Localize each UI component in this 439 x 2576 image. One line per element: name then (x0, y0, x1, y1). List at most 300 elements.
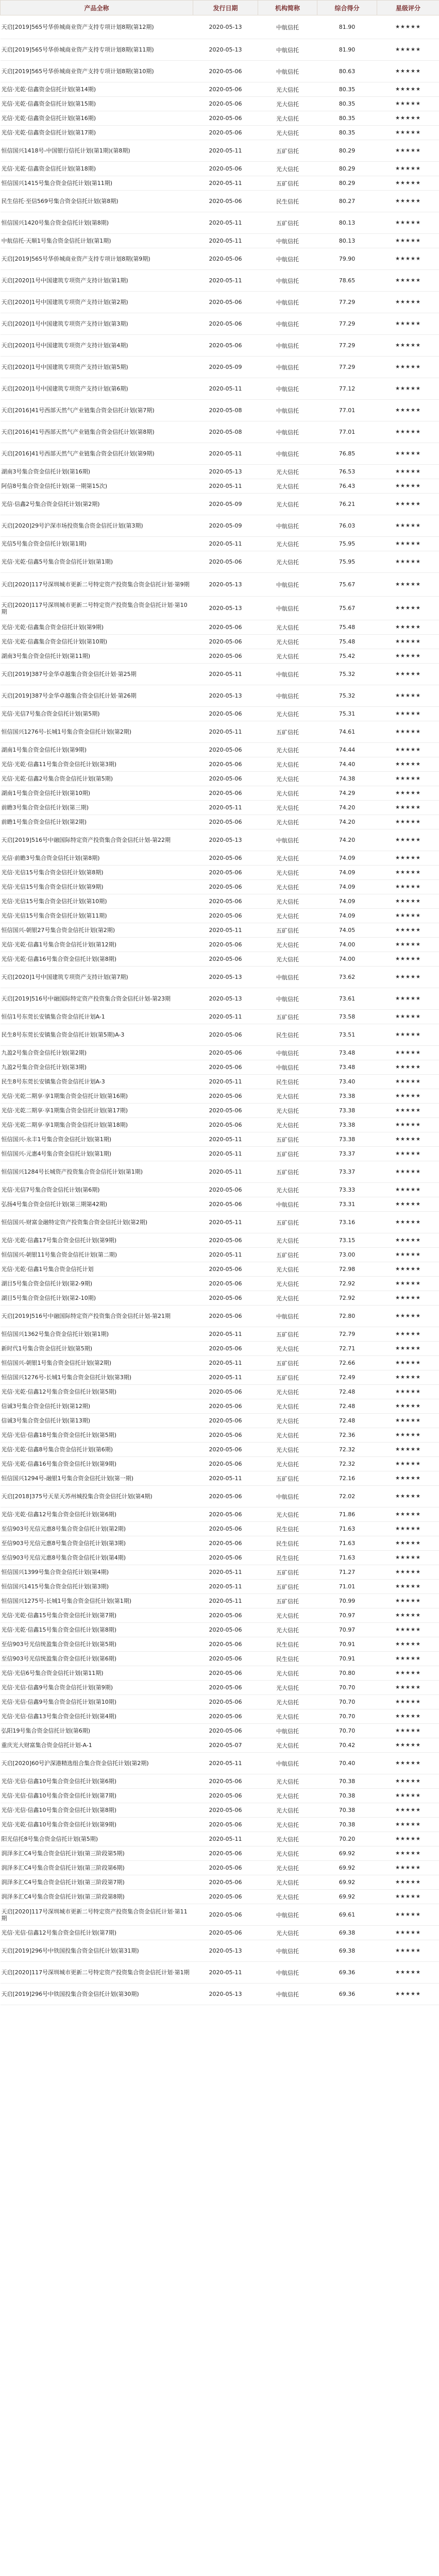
product-name-cell[interactable]: 恒信国兴1276号-长城1号集合资金信托计划(第3期) (1, 1370, 193, 1385)
product-name-cell[interactable]: 恒信国兴1284号长城资产投资集合资金信托计划(第1期) (1, 1161, 193, 1183)
star-rating-cell: ★★★★★ (377, 1789, 439, 1803)
product-name-cell[interactable]: 前瞻1号集合资金信托计划(第2期) (1, 815, 193, 829)
product-name-cell[interactable]: 光信·前瞻3号集合资金信托计划(第8期) (1, 851, 193, 866)
product-name-cell[interactable]: 光信·光乾·信鑫资金信托计划(第15期) (1, 97, 193, 111)
table-row[interactable] (1, 443, 439, 465)
product-name-cell[interactable]: 光信·光乾·信鑫17号集合资金信托计划(第9期) (1, 1233, 193, 1248)
product-name-cell[interactable]: 前瞻3号集合资金信托计划(第三期) (1, 801, 193, 815)
product-name-cell[interactable]: 光信·光乾·信鑫11号集合资金信托计划(第3期) (1, 757, 193, 772)
product-name-cell[interactable]: 光信·光乾·信鑫10号集合资金信托计划(第9期) (1, 1818, 193, 1832)
table-row[interactable] (1, 1904, 439, 1926)
table-row[interactable] (1, 421, 439, 443)
product-name-cell[interactable]: 光信·光信·信鑫10号集合资金信托计划(第6期) (1, 1774, 193, 1789)
table-row[interactable] (1, 1457, 439, 1471)
table-row[interactable] (1, 176, 439, 191)
institution-cell: 五矿信托 (258, 140, 317, 162)
score-cell: 80.29 (317, 176, 377, 191)
table-row[interactable] (1, 400, 439, 421)
star-rating-cell: ★★★★★ (377, 772, 439, 786)
product-name-cell[interactable]: 恒信国兴1276号-长城1号集合资金信托计划(第2期) (1, 721, 193, 743)
product-name-cell[interactable]: 信诚3号集合资金信托计划(第12期) (1, 1399, 193, 1414)
product-name-cell[interactable]: 光信·光乾·信鑫5号集合资金信托计划(第1期) (1, 551, 193, 573)
table-row[interactable] (1, 82, 439, 97)
product-name-cell[interactable]: 恒信国兴1362号集合资金信托计划(第1期) (1, 1327, 193, 1342)
product-name-cell[interactable]: 天启[2019]565号华侨城商业资产支持专项计划8期(第10期) (1, 61, 193, 82)
star-rating-cell: ★★★★★ (377, 1291, 439, 1306)
product-name-cell[interactable]: 光信·光信·信鑫9号集合资金信托计划(第10期) (1, 1695, 193, 1709)
issue-date-cell: 2020-05-13 (193, 967, 258, 988)
table-row[interactable] (1, 61, 439, 82)
table-row[interactable] (1, 851, 439, 866)
table-row[interactable] (1, 1522, 439, 1536)
table-row[interactable] (1, 707, 439, 721)
table-row[interactable] (1, 1637, 439, 1652)
product-name-cell[interactable]: 光信·光信7号集合资金信托计划(第5期) (1, 707, 193, 721)
institution-cell: 五矿信托 (258, 1212, 317, 1233)
product-name-cell[interactable]: 润泽多汇C4号集合资金信托计划(第三阶段第6期) (1, 1861, 193, 1875)
score-cell: 69.92 (317, 1861, 377, 1875)
table-row[interactable] (1, 1594, 439, 1608)
product-name-cell[interactable]: 光信·光信6号集合资金信托计划(第11期) (1, 1666, 193, 1681)
issue-date-cell: 2020-05-06 (193, 1024, 258, 1046)
issue-date-cell: 2020-05-06 (193, 894, 258, 909)
product-name-cell[interactable]: 光信·光乾·信鑫集合资金信托计划(第9期) (1, 620, 193, 635)
product-name-cell[interactable]: 光信·光乾·信鑫8号集合资金信托计划(第6期) (1, 1443, 193, 1457)
product-name-cell[interactable]: 湖目5号集合资金信托计划(第2-10期) (1, 1291, 193, 1306)
institution-cell: 光大信托 (258, 111, 317, 126)
table-row[interactable] (1, 757, 439, 772)
issue-date-cell: 2020-05-06 (193, 1522, 258, 1536)
institution-cell: 光大信托 (258, 1399, 317, 1414)
table-row[interactable] (1, 1724, 439, 1738)
product-name-cell[interactable]: 光信·光乾·信鑫1号集合资金信托计划 (1, 1262, 193, 1277)
product-name-cell[interactable]: 光信·光乾二期享·享1期集合资金信托计划(第18期) (1, 1118, 193, 1132)
score-cell: 80.63 (317, 61, 377, 82)
institution-cell: 中航信托 (258, 39, 317, 61)
product-name-cell[interactable]: 湖南3号集合资金信托计划(第11期) (1, 649, 193, 664)
product-name-cell[interactable]: 天启[2020]1号中国建筑专项资产支持计划(第5期) (1, 357, 193, 378)
issue-date-cell: 2020-05-13 (193, 573, 258, 597)
table-row[interactable] (1, 1846, 439, 1861)
table-row[interactable] (1, 1212, 439, 1233)
issue-date-cell: 2020-05-06 (193, 1306, 258, 1327)
score-cell: 75.32 (317, 664, 377, 685)
star-rating-cell: ★★★★★ (377, 479, 439, 494)
product-name-cell[interactable]: 润泽多汇C4号集合资金信托计划(第三阶段第8期) (1, 1890, 193, 1904)
score-cell: 73.38 (317, 1118, 377, 1132)
product-name-cell[interactable]: 恒信国兴-朝银1号集合资金信托计划(第2期) (1, 1356, 193, 1370)
header-institution[interactable]: 机构简称 (258, 1, 317, 15)
table-row[interactable] (1, 1183, 439, 1197)
product-name-cell[interactable]: 润泽多汇C4号集合资金信托计划(第三阶段第5期) (1, 1846, 193, 1861)
product-name-cell[interactable]: 天启[2020]60号沪深港精选组合集合资金信托计划(第2期) (1, 1753, 193, 1774)
issue-date-cell: 2020-05-06 (193, 1608, 258, 1623)
product-name-cell[interactable]: 光信·信鑫2号集合资金信托计划(第2期) (1, 494, 193, 515)
issue-date-cell: 2020-05-06 (193, 1652, 258, 1666)
table-row[interactable] (1, 967, 439, 988)
score-cell: 72.48 (317, 1414, 377, 1428)
issue-date-cell: 2020-05-11 (193, 1147, 258, 1161)
table-row[interactable] (1, 39, 439, 61)
product-name-cell[interactable]: 光信·光信15号集合资金信托计划(第8期) (1, 866, 193, 880)
product-name-cell[interactable]: 恒信国兴1415号集合资金信托计划(第3期) (1, 1580, 193, 1594)
product-name-cell[interactable]: 天启[2020]1号中国建筑专项资产支持计划(第6期) (1, 378, 193, 400)
product-name-cell[interactable]: 光信·光信15号集合资金信托计划(第11期) (1, 909, 193, 923)
table-row[interactable] (1, 1342, 439, 1356)
table-row[interactable] (1, 573, 439, 597)
product-name-cell[interactable]: 光信·光乾·信鑫资金信托计划(第18期) (1, 162, 193, 176)
table-row[interactable] (1, 1608, 439, 1623)
table-row[interactable] (1, 111, 439, 126)
table-row[interactable] (1, 465, 439, 479)
product-name-cell[interactable]: 天启[2019]565号华侨城商业资产支持专项计划8期(第9期) (1, 248, 193, 270)
institution-cell: 中航信托 (258, 15, 317, 39)
table-row[interactable] (1, 313, 439, 335)
product-name-cell[interactable]: 天启[2019]516号中融国际特定资产投资集合资金信托计划-第23期 (1, 988, 193, 1010)
star-rating-cell: ★★★★★ (377, 443, 439, 465)
product-name-cell[interactable]: 光信·光乾·信鑫2号集合资金信托计划(第5期) (1, 772, 193, 786)
product-name-cell[interactable]: 光信·光信7号集合资金信托计划(第6期) (1, 1183, 193, 1197)
header-product-name[interactable]: 产品全称 (1, 1, 193, 15)
score-cell: 73.38 (317, 1132, 377, 1147)
table-row[interactable] (1, 829, 439, 851)
product-name-cell[interactable]: 湖南1号集合资金信托计划(第10期) (1, 786, 193, 801)
product-name-cell[interactable]: 光信·光信15号集合资金信托计划(第10期) (1, 894, 193, 909)
product-name-cell[interactable]: 润泽多汇C4号集合资金信托计划(第三阶段第7期) (1, 1875, 193, 1890)
table-row[interactable] (1, 1118, 439, 1132)
table-row[interactable] (1, 880, 439, 894)
table-row[interactable] (1, 1536, 439, 1551)
table-row[interactable] (1, 597, 439, 620)
product-name-cell[interactable]: 光信·光信15号集合资金信托计划(第9期) (1, 880, 193, 894)
product-name-cell[interactable]: 天启[2019]565号华侨城商业资产支持专项计划8期(第12期) (1, 15, 193, 39)
table-row[interactable] (1, 191, 439, 212)
table-row[interactable] (1, 1652, 439, 1666)
product-name-cell[interactable]: 天启[2020]117号深圳城市更新二号特定资产投资集合资金信托计划·第9期 (1, 573, 193, 597)
table-row[interactable] (1, 1984, 439, 2005)
product-name-cell[interactable]: 民生8号东莞长安镇集合资金信托计划A-3 (1, 1075, 193, 1089)
table-row[interactable] (1, 1471, 439, 1486)
product-name-cell[interactable]: 湖南1号集合资金信托计划(第9期) (1, 743, 193, 757)
table-row[interactable] (1, 866, 439, 880)
table-row[interactable] (1, 1075, 439, 1089)
table-row[interactable] (1, 140, 439, 162)
product-name-cell[interactable]: 恒信国兴1399号集合资金信托计划(第4期) (1, 1565, 193, 1580)
product-name-cell[interactable]: 光信·光乾·信鑫12号集合资金信托计划(第6期) (1, 1507, 193, 1522)
table-row[interactable] (1, 894, 439, 909)
table-row[interactable] (1, 938, 439, 952)
table-row[interactable] (1, 248, 439, 270)
table-row[interactable] (1, 97, 439, 111)
product-name-cell[interactable]: 光信·光乾·信鑫资金信托计划(第14期) (1, 82, 193, 97)
product-name-cell[interactable]: 天启[2020]29号沪深市场投资集合资金信托计划(第3期) (1, 515, 193, 537)
product-name-cell[interactable]: 光信·光乾·信鑫集合资金信托计划(第10期) (1, 635, 193, 649)
table-row[interactable] (1, 1565, 439, 1580)
product-name-cell[interactable]: 天启[2020]117号深圳城市更新二号特定资产投资集合资金信托计划·第10期 (1, 597, 193, 620)
star-rating-cell: ★★★★★ (377, 880, 439, 894)
product-name-cell[interactable]: 天启[2019]565号华侨城商业资产支持专项计划8期(第11期) (1, 39, 193, 61)
product-name-cell[interactable]: 天启[2020]1号中国建筑专项资产支持计划(第1期) (1, 270, 193, 292)
product-name-cell[interactable]: 信诚3号集合资金信托计划(第13期) (1, 1414, 193, 1428)
product-name-cell[interactable]: 天启[2016]41号西部天然气产业链集合资金信托计划(第8期) (1, 421, 193, 443)
product-name-cell[interactable]: 天启[2019]296号中铁国投集合资金信托计划(第30期) (1, 1984, 193, 2005)
product-name-cell[interactable]: 恒信国兴-朝银27号集合资金信托计划(第2期) (1, 923, 193, 938)
table-row[interactable] (1, 15, 439, 39)
table-row[interactable] (1, 1327, 439, 1342)
product-name-cell[interactable]: 恒信国兴1275号-长城1号集合资金信托计划(第1期) (1, 1594, 193, 1608)
product-name-cell[interactable]: 民生信托·至信569号集合资金信托计划(第8期) (1, 191, 193, 212)
table-row[interactable] (1, 212, 439, 234)
table-row[interactable] (1, 1709, 439, 1724)
star-rating-cell: ★★★★★ (377, 988, 439, 1010)
product-name-cell[interactable]: 阿信8号集合资金信托计划(第一期第15次) (1, 479, 193, 494)
product-name-cell[interactable]: 天启[2020]117号深圳城市更新二号特定资产投资集合资金信托计划·第1期 (1, 1962, 193, 1984)
product-name-cell[interactable]: 九盈2号集合资金信托计划(第2期) (1, 1046, 193, 1060)
product-name-cell[interactable]: 光信·光信·信鑫9号集合资金信托计划(第9期) (1, 1681, 193, 1695)
product-name-cell[interactable]: 光信·光信·信鑫10号集合资金信托计划(第8期) (1, 1803, 193, 1818)
product-name-cell[interactable]: 光信·光乾·信鑫16号集合资金信托计划(第9期) (1, 1457, 193, 1471)
product-name-cell[interactable]: 恒信国兴-朝银11号集合资金信托计划(第二期) (1, 1248, 193, 1262)
table-row[interactable] (1, 1060, 439, 1075)
issue-date-cell: 2020-05-06 (193, 1818, 258, 1832)
table-row[interactable] (1, 1197, 439, 1212)
issue-date-cell: 2020-05-13 (193, 988, 258, 1010)
score-cell: 72.16 (317, 1471, 377, 1486)
table-row[interactable] (1, 1774, 439, 1789)
product-name-cell[interactable]: 天启[2019]516号中融国际特定资产投资集合资金信托计划-第22期 (1, 829, 193, 851)
table-row[interactable] (1, 1046, 439, 1060)
table-row[interactable] (1, 1248, 439, 1262)
table-row[interactable] (1, 270, 439, 292)
product-name-cell[interactable]: 光信·光信·信鑫12号集合资金信托计划(第7期) (1, 1926, 193, 1940)
header-issue-date[interactable]: 发行日期 (193, 1, 258, 15)
product-name-cell[interactable]: 光信·光信·信鑫13号集合资金信托计划(第4期) (1, 1709, 193, 1724)
table-row[interactable] (1, 1428, 439, 1443)
star-rating-cell: ★★★★★ (377, 176, 439, 191)
table-row[interactable] (1, 1818, 439, 1832)
star-rating-cell: ★★★★★ (377, 909, 439, 923)
product-name-cell[interactable]: 天启[2020]1号中国建筑专项资产支持计划(第7期) (1, 967, 193, 988)
table-row[interactable] (1, 1161, 439, 1183)
table-row[interactable] (1, 923, 439, 938)
issue-date-cell: 2020-05-11 (193, 1471, 258, 1486)
table-row[interactable] (1, 664, 439, 685)
product-name-cell[interactable]: 至信903号光信元惠8号集合资金信托计划(第2期) (1, 1522, 193, 1536)
table-row[interactable] (1, 649, 439, 664)
product-name-cell[interactable]: 天启[2019]387号金华卓越集合资金信托计划·第25期 (1, 664, 193, 685)
table-row[interactable] (1, 1443, 439, 1457)
star-rating-cell: ★★★★★ (377, 1277, 439, 1291)
table-row[interactable] (1, 234, 439, 248)
product-name-cell[interactable]: 光信·光乾·信鑫资金信托计划(第16期) (1, 111, 193, 126)
table-row[interactable] (1, 1089, 439, 1104)
star-rating-cell: ★★★★★ (377, 938, 439, 952)
product-name-cell[interactable]: 天启[2016]41号西部天然气产业链集合资金信托计划(第9期) (1, 443, 193, 465)
score-cell: 80.35 (317, 126, 377, 140)
table-row[interactable] (1, 620, 439, 635)
score-cell: 73.61 (317, 988, 377, 1010)
table-row[interactable] (1, 1580, 439, 1594)
product-name-cell[interactable]: 至信903号光信元惠8号集合资金信托计划(第4期) (1, 1551, 193, 1565)
table-row[interactable] (1, 537, 439, 551)
table-row[interactable] (1, 1010, 439, 1024)
table-row[interactable] (1, 1024, 439, 1046)
table-row[interactable] (1, 1233, 439, 1248)
issue-date-cell: 2020-05-06 (193, 635, 258, 649)
product-name-cell[interactable]: 湖目5号集合资金信托计划(第2-9期) (1, 1277, 193, 1291)
score-cell: 77.29 (317, 335, 377, 357)
product-name-cell[interactable]: 恒信国兴-永丰1号集合资金信托计划(第1期) (1, 1132, 193, 1147)
table-row[interactable] (1, 162, 439, 176)
table-row[interactable] (1, 1875, 439, 1890)
institution-cell: 五矿信托 (258, 1161, 317, 1183)
score-cell: 78.65 (317, 270, 377, 292)
product-name-cell[interactable]: 恒信国兴1415号集合资金信托计划(第11期) (1, 176, 193, 191)
table-row[interactable] (1, 743, 439, 757)
star-rating-cell: ★★★★★ (377, 111, 439, 126)
product-name-cell[interactable]: 恒信国兴1418号-中国银行信托计划(第1期)(第8期) (1, 140, 193, 162)
product-name-cell[interactable]: 光信·光乾二期享·享1期集合资金信托计划(第16期) (1, 1089, 193, 1104)
score-cell: 76.03 (317, 515, 377, 537)
star-rating-cell: ★★★★★ (377, 212, 439, 234)
product-name-cell[interactable]: 光信·光信·信鑫18号集合资金信托计划(第5期) (1, 1428, 193, 1443)
star-rating-cell: ★★★★★ (377, 1861, 439, 1875)
product-name-cell[interactable]: 弘阳19号集合资金信托计划(第6期) (1, 1724, 193, 1738)
table-row[interactable] (1, 1666, 439, 1681)
table-row[interactable] (1, 494, 439, 515)
institution-cell: 中航信托 (258, 378, 317, 400)
table-row[interactable] (1, 815, 439, 829)
score-cell: 74.61 (317, 721, 377, 743)
table-row[interactable] (1, 1147, 439, 1161)
table-row[interactable] (1, 551, 439, 573)
product-name-cell[interactable]: 光信·光乾·信鑫1号集合资金信托计划(第12期) (1, 938, 193, 952)
table-row[interactable] (1, 126, 439, 140)
header-star-rating[interactable]: 星级评分 (377, 1, 439, 15)
product-name-cell[interactable]: 至信903号光信统盈集合资金信托计划(第5期) (1, 1637, 193, 1652)
product-name-cell[interactable]: 恒信国兴1420号集合资金信托计划(第8期) (1, 212, 193, 234)
product-name-cell[interactable]: 天启[2016]41号西部天然气产业链集合资金信托计划(第7期) (1, 400, 193, 421)
star-rating-cell: ★★★★★ (377, 757, 439, 772)
table-row[interactable] (1, 515, 439, 537)
table-row[interactable] (1, 1681, 439, 1695)
table-row[interactable] (1, 1370, 439, 1385)
table-row[interactable] (1, 1277, 439, 1291)
table-row[interactable] (1, 909, 439, 923)
issue-date-cell: 2020-05-07 (193, 1738, 258, 1753)
table-row[interactable] (1, 1356, 439, 1370)
table-row[interactable] (1, 1132, 439, 1147)
table-row[interactable] (1, 988, 439, 1010)
product-name-cell[interactable]: 天启[2020]1号中国建筑专项资产支持计划(第3期) (1, 313, 193, 335)
table-row[interactable] (1, 1926, 439, 1940)
product-name-cell[interactable]: 恒信1号东莞长安镇集合资金信托计划A-1 (1, 1010, 193, 1024)
table-row[interactable] (1, 1803, 439, 1818)
table-row[interactable] (1, 721, 439, 743)
table-row[interactable] (1, 1940, 439, 1962)
table-row[interactable] (1, 292, 439, 313)
table-row[interactable] (1, 1623, 439, 1637)
product-name-cell[interactable]: 湖南3号集合资金信托计划(第16期) (1, 465, 193, 479)
issue-date-cell: 2020-05-09 (193, 515, 258, 537)
product-name-cell[interactable]: 光信·光乾二期享·享1期集合资金信托计划(第17期) (1, 1104, 193, 1118)
product-name-cell[interactable]: 天启[2020]117号深圳城市更新二号特定资产投资集合资金信托计划·第11期 (1, 1904, 193, 1926)
table-row[interactable] (1, 1832, 439, 1846)
product-name-cell[interactable]: 九盈2号集合资金信托计划(第3期) (1, 1060, 193, 1075)
product-name-cell[interactable]: 重庆光大财富集合资金信托计划-A-1 (1, 1738, 193, 1753)
product-name-cell[interactable]: 光信·光乾·信鑫16号集合资金信托计划(第8期) (1, 952, 193, 967)
institution-cell: 中航信托 (258, 597, 317, 620)
product-name-cell[interactable]: 光信·光乾·信鑫15号集合资金信托计划(第7期) (1, 1608, 193, 1623)
product-name-cell[interactable]: 天启[2018]375号天星天苏州城投集合资金信托计划(第4期) (1, 1486, 193, 1507)
product-name-cell[interactable]: 恒信国兴-元惠4号集合资金信托计划(第1期) (1, 1147, 193, 1161)
table-row[interactable] (1, 801, 439, 815)
product-name-cell[interactable]: 阳光信托8号集合资金信托计划(第5期) (1, 1832, 193, 1846)
table-row[interactable] (1, 1262, 439, 1277)
table-row[interactable] (1, 952, 439, 967)
product-name-cell[interactable]: 天启[2020]1号中国建筑专项资产支持计划(第4期) (1, 335, 193, 357)
product-name-cell[interactable]: 天启[2020]1号中国建筑专项资产支持计划(第2期) (1, 292, 193, 313)
product-name-cell[interactable]: 恒信国兴1294号-融银1号集合资金信托计划(第一期) (1, 1471, 193, 1486)
table-row[interactable] (1, 357, 439, 378)
table-row[interactable] (1, 1789, 439, 1803)
table-row[interactable] (1, 1890, 439, 1904)
table-row[interactable] (1, 1861, 439, 1875)
table-row[interactable] (1, 1306, 439, 1327)
table-row[interactable] (1, 1385, 439, 1399)
table-row[interactable] (1, 1399, 439, 1414)
product-name-cell[interactable]: 光信·光乾·信鑫12号集合资金信托计划(第5期) (1, 1385, 193, 1399)
table-row[interactable] (1, 1414, 439, 1428)
product-name-cell[interactable]: 光信·光乾·信鑫15号集合资金信托计划(第8期) (1, 1623, 193, 1637)
table-row[interactable] (1, 335, 439, 357)
table-row[interactable] (1, 1291, 439, 1306)
table-row[interactable] (1, 1753, 439, 1774)
table-row[interactable] (1, 1962, 439, 1984)
table-row[interactable] (1, 786, 439, 801)
product-name-cell[interactable]: 天启[2019]296号中铁国投集合资金信托计划(第31期) (1, 1940, 193, 1962)
product-name-cell[interactable]: 至信903号光信元惠8号集合资金信托计划(第3期) (1, 1536, 193, 1551)
issue-date-cell: 2020-05-06 (193, 1060, 258, 1075)
table-row[interactable] (1, 685, 439, 707)
issue-date-cell: 2020-05-06 (193, 1277, 258, 1291)
product-name-cell[interactable]: 光信·光乾·信鑫资金信托计划(第17期) (1, 126, 193, 140)
table-row[interactable] (1, 479, 439, 494)
product-name-cell[interactable]: 中航信托·天顺1号集合资金信托计划(第1期) (1, 234, 193, 248)
product-name-cell[interactable]: 新时代1号集合资金信托计划(第5期) (1, 1342, 193, 1356)
table-row[interactable] (1, 1486, 439, 1507)
product-name-cell[interactable]: 光信5号集合资金信托计划(第1期) (1, 537, 193, 551)
table-row[interactable] (1, 1104, 439, 1118)
table-row[interactable] (1, 1551, 439, 1565)
table-row[interactable] (1, 378, 439, 400)
table-row[interactable] (1, 1695, 439, 1709)
product-name-cell[interactable]: 光信·光信·信鑫10号集合资金信托计划(第7期) (1, 1789, 193, 1803)
product-name-cell[interactable]: 弘扬4号集合资金信托计划(第三期第42期) (1, 1197, 193, 1212)
product-name-cell[interactable]: 天启[2019]516号中融国际特定资产投资集合资金信托计划-第21期 (1, 1306, 193, 1327)
issue-date-cell: 2020-05-11 (193, 664, 258, 685)
table-row[interactable] (1, 1507, 439, 1522)
table-row[interactable] (1, 1738, 439, 1753)
product-name-cell[interactable]: 民生8号东莞长安镇集合资金信托计划(第5期)A-3 (1, 1024, 193, 1046)
product-name-cell[interactable]: 至信903号光信统盈集合资金信托计划(第6期) (1, 1652, 193, 1666)
header-score[interactable]: 综合得分 (317, 1, 377, 15)
product-name-cell[interactable]: 天启[2019]387号金华卓越集合资金信托计划·第26期 (1, 685, 193, 707)
table-row[interactable] (1, 635, 439, 649)
table-row[interactable] (1, 772, 439, 786)
institution-cell: 五矿信托 (258, 1471, 317, 1486)
product-name-cell[interactable]: 恒信国兴-财富金融特定资产投资集合资金信托计划(第2期) (1, 1212, 193, 1233)
